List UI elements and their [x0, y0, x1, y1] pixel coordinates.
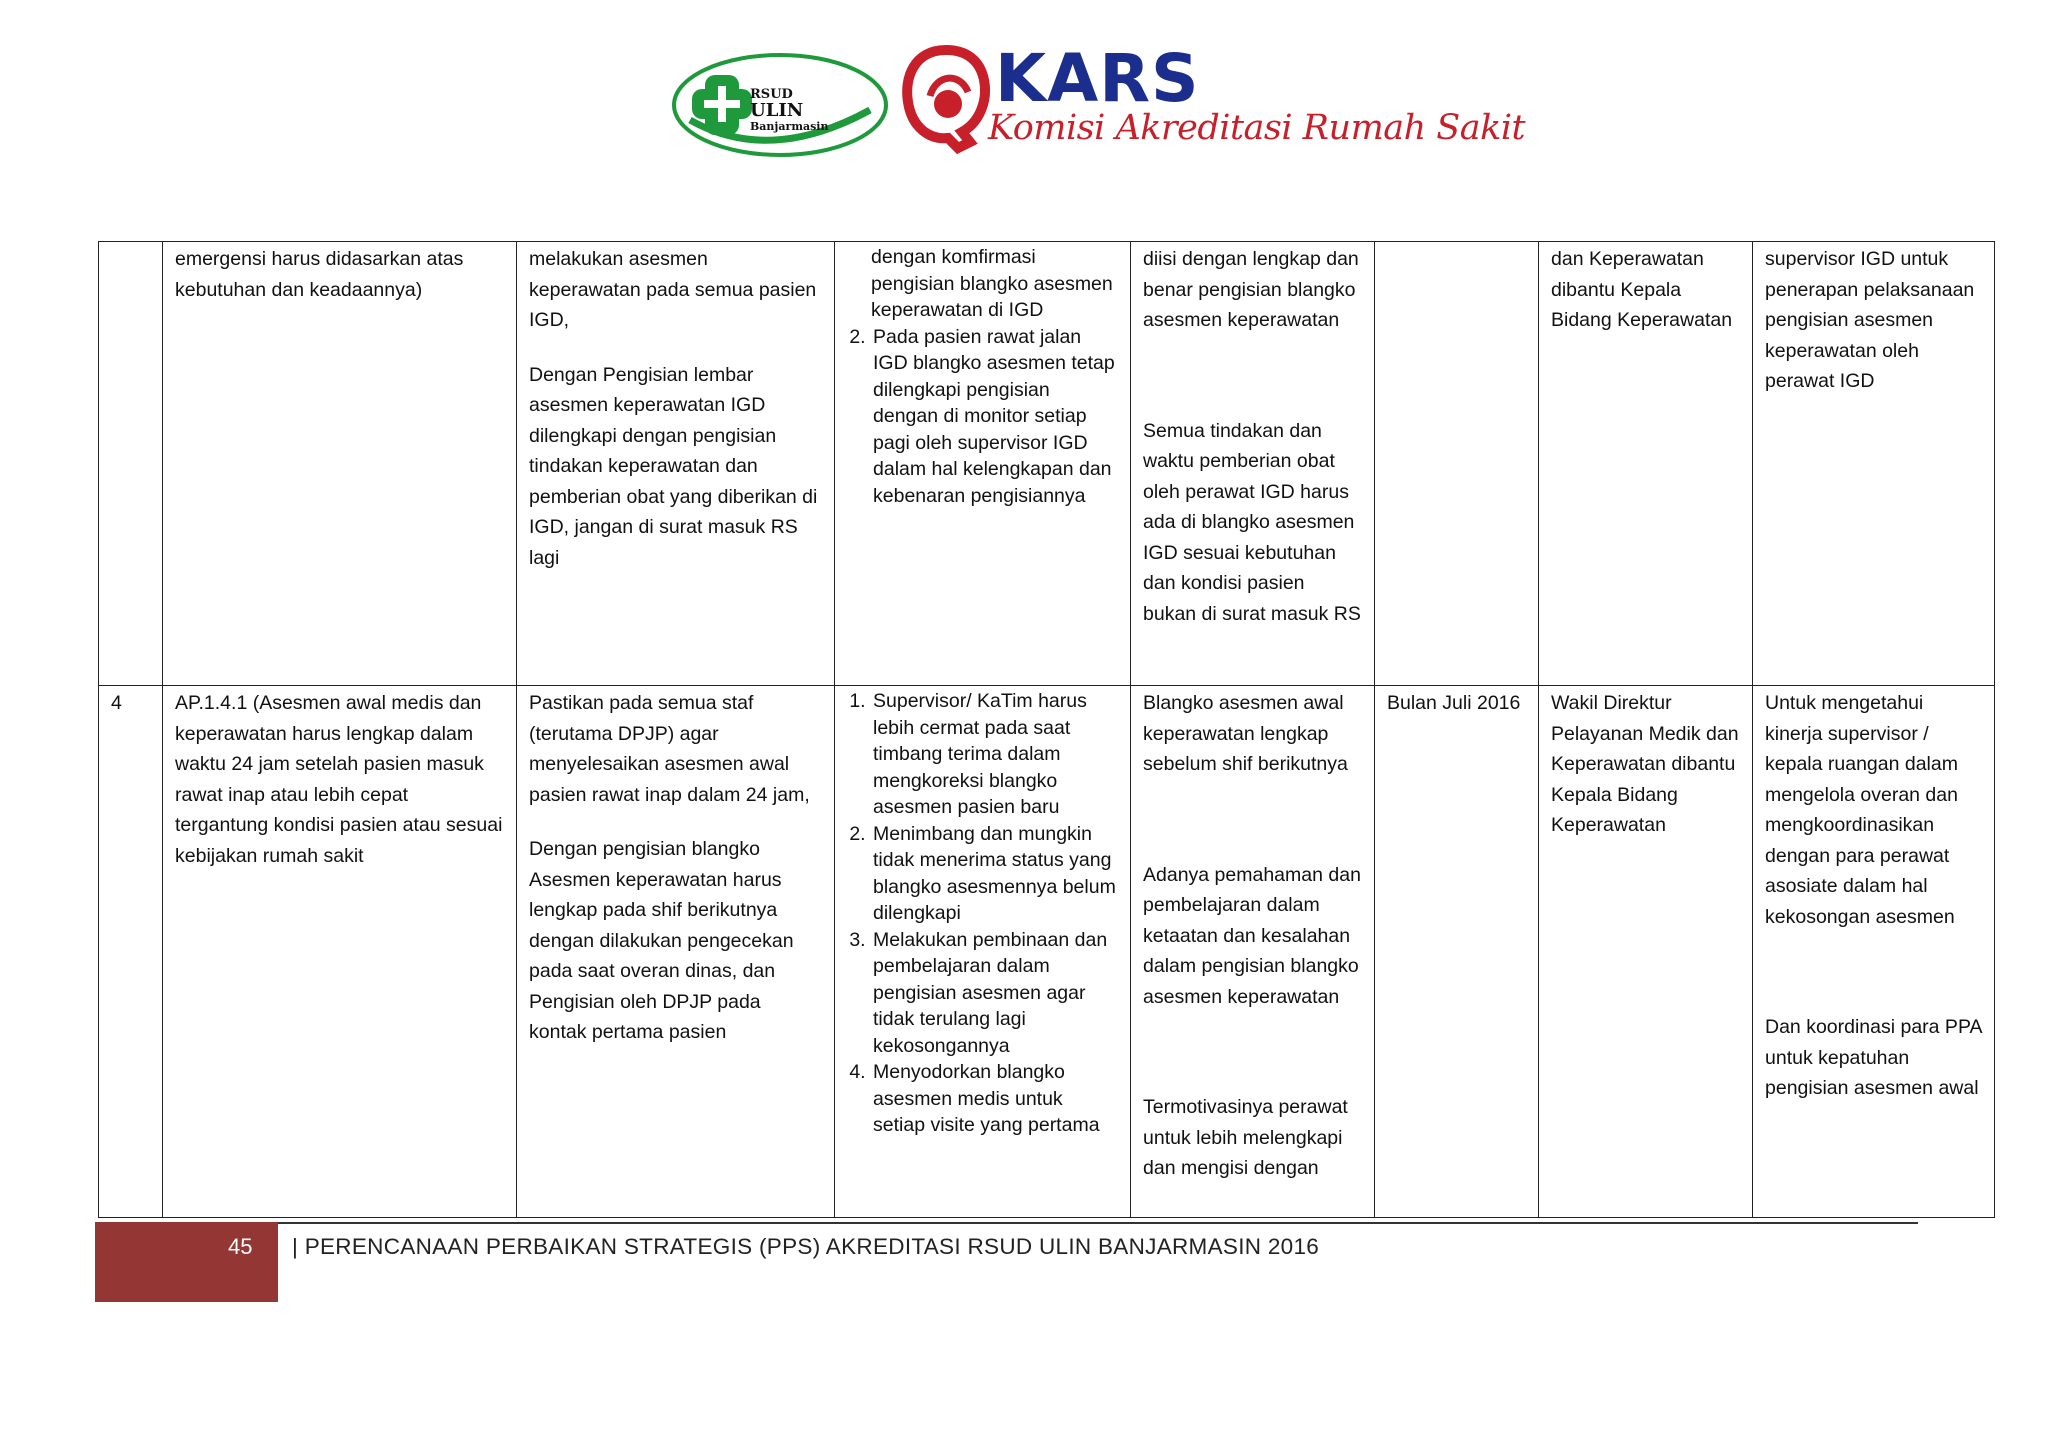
cell-no: [99, 242, 163, 686]
kars-title: KARS: [995, 40, 1200, 117]
notes-paragraph: Untuk mengetahui kinerja supervisor / kepala ruangan dalam mengelola overan dan mengkoordinasikan dengan para perawat asosiate dalam hal kekosongan asesmen: [1765, 692, 1958, 928]
target-paragraph: Dengan pengisian blangko Asesmen keperawatan harus lengkap pada shif berikutnya dengan dilakukan pengecekan pada saat overan dinas, dan Pengisian oleh DPJP pada kontak pertama pasien: [529, 838, 794, 1043]
activity-continuation: dengan komfirmasi pengisian blangko asesmen keperawatan di IGD: [871, 246, 1113, 321]
list-item: 2. Pada pasien rawat jalan IGD blangko asesmen tetap dilengkapi pengisian dengan di monitor setiap pagi oleh supervisor IGD dalam hal kelengkapan dan kebenaran pengisiannya: [871, 324, 1118, 510]
cell-no: 4: [99, 686, 163, 1218]
header-logos: [660, 40, 1526, 170]
cell-notes: [1753, 686, 1995, 1218]
target-paragraph: melakukan asesmen keperawatan pada semua pasien IGD,: [529, 248, 817, 331]
kars-logo: [900, 40, 1526, 165]
target-paragraph: Dengan Pengisian lembar asesmen keperawatan IGD dilengkapi dengan pengisian tindakan keperawatan dan pemberian obat yang diberikan di IGD, jangan di surat masuk RS lagi: [529, 363, 818, 569]
svg-text:RSUD: RSUD: [750, 87, 793, 102]
cell-time: Bulan Juli 2016: [1375, 686, 1539, 1218]
cell-notes: supervisor IGD untuk penerapan pelaksanaan pengisian asesmen keperawatan oleh perawat IGD: [1753, 242, 1995, 686]
rsud-ulin-logo: [670, 50, 890, 160]
notes-paragraph: Dan koordinasi para PPA untuk kepatuhan pengisian asesmen awal: [1765, 1016, 1982, 1099]
cell-pic: Wakil Direktur Pelayanan Medik dan Keperawatan dibantu Kepala Bidang Keperawatan: [1539, 686, 1753, 1218]
kars-subtitle: Komisi Akreditasi Rumah Sakit: [988, 108, 1526, 148]
cell-target: [517, 242, 835, 686]
cell-standard: AP.1.4.1 (Asesmen awal medis dan keperawatan harus lengkap dalam waktu 24 jam setelah pasien masuk rawat inap atau lebih cepat tergantung kondisi pasien atau sesuai kebijakan rumah sakit: [163, 686, 517, 1218]
page-number: 45: [228, 1234, 253, 1259]
activity-list: [847, 324, 1118, 510]
pps-table: [98, 241, 1995, 1218]
cell-time: [1375, 242, 1539, 686]
target-paragraph: Pastikan pada semua staf (terutama DPJP) agar menyelesaikan asesmen awal pasien rawat inap dalam 24 jam,: [529, 692, 810, 806]
cell-indicator: [1131, 686, 1375, 1218]
table-row: [99, 686, 1995, 1218]
list-item: 4. Menyodorkan blangko asesmen medis untuk setiap visite yang pertama: [871, 1059, 1118, 1139]
indicator-paragraph: diisi dengan lengkap dan benar pengisian blangko asesmen keperawatan: [1143, 248, 1359, 331]
table-row: [99, 242, 1995, 686]
footer-title: | PERENCANAAN PERBAIKAN STRATEGIS (PPS) AKREDITASI RSUD ULIN BANJARMASIN 2016: [292, 1234, 1320, 1259]
indicator-paragraph: Adanya pemahaman dan pembelajaran dalam ketaatan dan kesalahan dalam pengisian blangko asesmen keperawatan: [1143, 863, 1361, 1008]
cell-pic: dan Keperawatan dibantu Kepala Bidang Keperawatan: [1539, 242, 1753, 686]
list-item: 2. Menimbang dan mungkin tidak menerima status yang blangko asesmennya belum dilengkapi: [871, 821, 1118, 927]
cell-standard: emergensi harus didasarkan atas kebutuhan dan keadaannya): [163, 242, 517, 686]
activity-list: [847, 688, 1118, 1139]
list-item: 3. Melakukan pembinaan dan pembelajaran dalam pengisian asesmen agar tidak terulang lagi kekosongannya: [871, 927, 1118, 1060]
svg-text:Banjarmasin: Banjarmasin: [750, 120, 829, 133]
indicator-paragraph: Semua tindakan dan waktu pemberian obat oleh perawat IGD harus ada di blangko asesmen IGD sesuai kebutuhan dan kondisi pasien bukan di surat masuk RS: [1143, 419, 1361, 625]
cell-activity: [835, 686, 1131, 1218]
cell-target: [517, 686, 835, 1218]
indicator-paragraph: Termotivasinya perawat untuk lebih melengkapi dan mengisi dengan: [1143, 1096, 1348, 1179]
footer-divider: [278, 1222, 1918, 1224]
svg-text:ULIN: ULIN: [750, 100, 804, 121]
list-item: 1. Supervisor/ KaTim harus lebih cermat pada saat timbang terima dalam mengkoreksi blangko asesmen pasien baru: [871, 688, 1118, 821]
kars-emblem-icon: [900, 44, 992, 156]
cell-activity: [835, 242, 1131, 686]
indicator-paragraph: Blangko asesmen awal keperawatan lengkap sebelum shif berikutnya: [1143, 692, 1348, 775]
cell-indicator: [1131, 242, 1375, 686]
